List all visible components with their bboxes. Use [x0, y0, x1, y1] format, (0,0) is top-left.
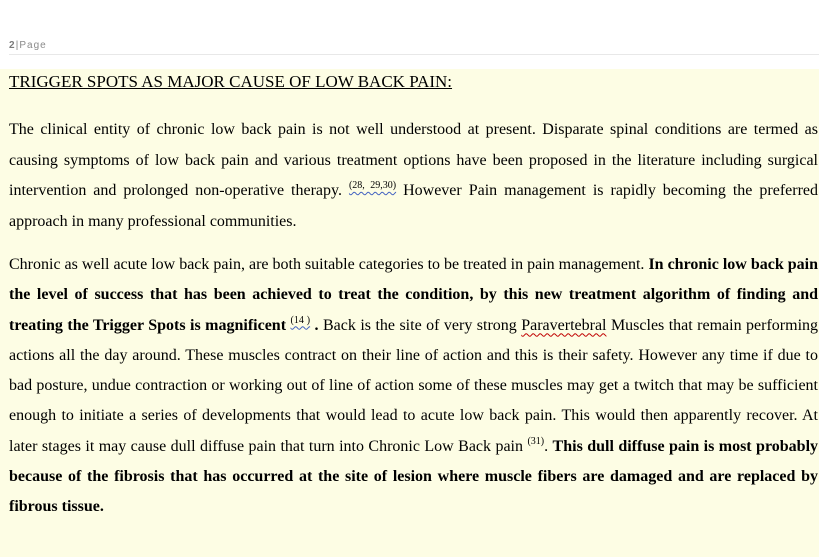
p2-text-3: .: [544, 437, 553, 455]
paragraph-2: [9, 250, 818, 523]
p2-bold-2: This dull diffuse pain is most probably because of the fibrosis that has occurred at the site of lesion where muscle fibers are damaged and are replaced by fibrous tissue.: [9, 437, 819, 516]
p2-text: Chronic as well acute low back pain, are both suitable categories to be treated in pain management.: [9, 256, 649, 273]
p2-bold-period: .: [310, 316, 319, 334]
citation-14: [291, 315, 311, 326]
page-number: 2: [9, 40, 16, 51]
paragraph-1: [9, 115, 818, 237]
document-body[interactable]: [0, 69, 819, 557]
citation-text: (28, 29,30): [348, 180, 397, 191]
misspelled-word[interactable]: Paravertebral: [521, 316, 607, 334]
page-separator: |: [15, 40, 20, 51]
citation-31: (31): [527, 435, 545, 447]
page-header: [9, 40, 819, 55]
p1-text: The clinical entity of chronic low back pain is not well understood at present. Disparate spinal conditions are termed as causing symptoms of low back pain and various treatment options have been proposed in the literature including surgical intervention and prolonged non-operative therapy.: [9, 121, 818, 199]
p2-text-2a: Back is the site of very strong: [318, 316, 522, 334]
p2-text-2b: Muscles that remain performing actions all the day around. These muscles contract on their line of action and this is their safety. However any time if due to bad posture, undue contraction or working out of line of action some of these muscles may get a twitch that may be sufficient enough to initiate a series of developments that would lead to acute low back pain. This would then apparently recover. At later stages it may cause dull diffuse pain that turn into Chronic Low Back pain: [9, 316, 819, 455]
page-label: Page: [19, 40, 47, 51]
p2-bold-1: In chronic low back pain the level of success that has been achieved to treat the condition, by this new treatment algorithm of finding and treating the Trigger Spots is magnificent: [9, 256, 818, 334]
section-heading: TRIGGER SPOTS AS MAJOR CAUSE OF LOW BACK PAIN:: [9, 72, 453, 91]
citation-text: (14 ): [290, 314, 311, 326]
p1-text-2: However Pain management is rapidly becoming the preferred approach in many professional communities.: [9, 182, 818, 230]
citation-28-29-30: [349, 180, 396, 191]
